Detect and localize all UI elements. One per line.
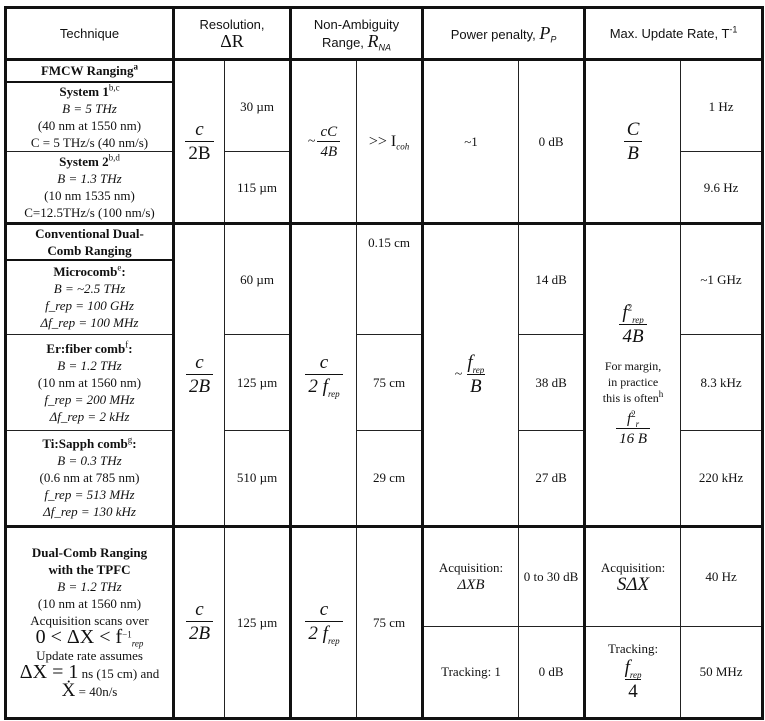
fmcw-resolution-formula: $\frac{c}{2B}$ xyxy=(174,60,225,224)
fmcw-power-db: 0 dB xyxy=(519,60,585,224)
conv-title-row xyxy=(6,224,763,261)
conv-range-erfiber: 75 cm xyxy=(357,334,423,430)
conv-range-tisapph: 29 cm xyxy=(357,430,423,526)
tpfc-acq-power-db: 0 to 30 dB xyxy=(519,526,585,626)
tpfc-acq-update-val: 40 Hz xyxy=(681,526,763,626)
margin-note: For margin, in practice this is often$^h$ xyxy=(602,358,664,405)
conv-range-blank xyxy=(357,260,423,334)
fmcw-title: FMCW Ranging$^a$ xyxy=(6,60,174,82)
fmcw-title-row xyxy=(6,60,763,82)
fmcw-system1-cell: System 1$^{b,c}$ B = 5 THz (40 nm at 1550 nm) C = 5 THz/s (40 nm/s) xyxy=(6,82,174,152)
tpfc-track-update-val: 50 MHz xyxy=(681,626,763,718)
conv-update-formula: $\frac{f^2_{rep}}{4B}$ For margin, in practice this is often$^h$ $\frac{f^2_r}{16 B}$ xyxy=(585,224,681,527)
conv-resolution-microcomb: 60 µm xyxy=(225,224,291,335)
ranging-comparison-table xyxy=(4,6,764,720)
conv-power-microcomb: 14 dB xyxy=(519,224,585,335)
tpfc-resolution-formula: $\frac{c}{2B}$ xyxy=(174,526,225,718)
tpfc-acq-update: Acquisition: SΔX xyxy=(585,526,681,626)
conv-range-microcomb: 0.15 cm xyxy=(357,224,423,261)
fmcw-power-penalty: ~1 xyxy=(423,60,519,224)
header-power-penalty: Power penalty, $P_P$ xyxy=(423,8,585,60)
conv-resolution-erfiber: 125 µm xyxy=(225,334,291,430)
tpfc-track-update: Tracking: $\frac{f_{rep}}{4}$ xyxy=(585,626,681,718)
fmcw-system2-cell: System 2$^{b,d}$ B = 1.3 THz (10 nm 1535 nm) C=12.5THz/s (100 nm/s) xyxy=(6,152,174,224)
conv-update-erfiber: 8.3 kHz xyxy=(681,334,763,430)
fmcw-update-system1: 1 Hz xyxy=(681,60,763,152)
header-resolution: Resolution, ΔR xyxy=(174,8,291,60)
conv-erfiber-cell: Er:fiber comb$^f$: B = 1.2 THz (10 nm at 1560 nm) f_rep = 200 MHz Δf_rep = 2 kHz xyxy=(6,334,174,430)
conv-power-tisapph: 27 dB xyxy=(519,430,585,526)
conv-power-erfiber: 38 dB xyxy=(519,334,585,430)
tpfc-track-power: Tracking: 1 xyxy=(423,626,519,718)
fmcw-resolution-system1: 30 µm xyxy=(225,60,291,152)
tpfc-cell: Dual-Comb Ranging with the TPFC B = 1.2 THz (10 nm at 1560 nm) Acquisition scans over $0 < \Delta X < f^{-1}_{rep}$ Update rate assumes ΔX = 1 ns (15 cm) and Ẋ = 40n/s xyxy=(6,526,174,718)
conv-resolution-formula: $\frac{c}{2B}$ xyxy=(174,224,225,527)
fmcw-range-text: >> $I_{coh}$ xyxy=(357,60,423,224)
fmcw-range-formula: ~ $\frac{cC}{4B}$ xyxy=(291,60,357,224)
fmcw-resolution-system2: 115 µm xyxy=(225,152,291,224)
margin-formula: $\frac{f^2_r}{16 B}$ xyxy=(616,410,650,448)
header-non-ambiguity-range: Non-Ambiguity Range, $R_{NA}$ xyxy=(291,8,423,60)
conv-range-formula: $\frac{c}{2 f_{rep}}$ xyxy=(291,224,357,527)
conv-power-formula: ~ $\frac{f_{rep}}{B}$ xyxy=(423,224,519,527)
conv-update-microcomb: ~1 GHz xyxy=(681,224,763,335)
conv-microcomb-cell: Microcomb$^e$: B = ~2.5 THz f_rep = 100 GHz Δf_rep = 100 MHz xyxy=(6,260,174,334)
tpfc-track-power-db: 0 dB xyxy=(519,626,585,718)
header-row xyxy=(6,8,763,60)
conv-tisapph-cell: Ti:Sapph comb$^g$: B = 0.3 THz (0.6 nm at 785 nm) f_rep = 513 MHz Δf_rep = 130 kHz xyxy=(6,430,174,526)
tpfc-acquisition-row xyxy=(6,526,763,626)
conv-resolution-tisapph: 510 µm xyxy=(225,430,291,526)
tpfc-resolution: 125 µm xyxy=(225,526,291,718)
header-technique: Technique xyxy=(6,8,174,60)
fmcw-update-system2: 9.6 Hz xyxy=(681,152,763,224)
fmcw-update-formula: $\frac{C}{B}$ xyxy=(585,60,681,224)
tpfc-acq-power: Acquisition: ΔXB xyxy=(423,526,519,626)
tpfc-range-formula: $\frac{c}{2 f_{rep}}$ xyxy=(291,526,357,718)
header-max-update-rate: Max. Update Rate, $T^{-1}$ xyxy=(585,8,763,60)
conv-update-tisapph: 220 kHz xyxy=(681,430,763,526)
conv-title: Conventional Dual- Comb Ranging xyxy=(6,224,174,261)
tpfc-range: 75 cm xyxy=(357,526,423,718)
